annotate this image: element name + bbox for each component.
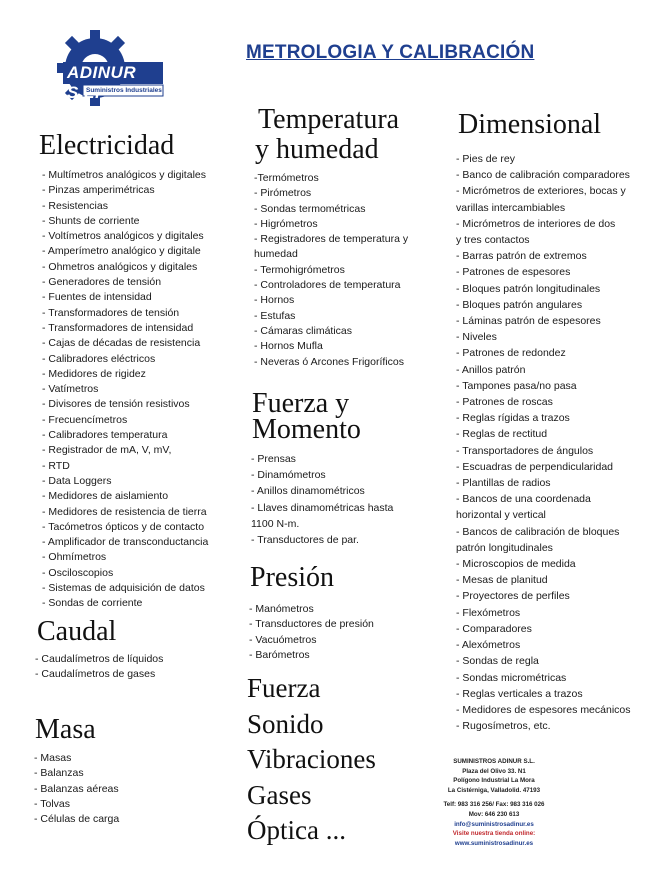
list-item: - Transformadores de tensión: [42, 306, 180, 319]
list-item: - Barómetros: [249, 648, 310, 661]
list-item: y tres contactos: [456, 234, 530, 247]
list-item: - Resistencias: [42, 199, 108, 212]
heading-temperatura: Temperatura: [258, 104, 400, 135]
list-item: - Tolvas: [34, 797, 70, 810]
list-item: - Células de carga: [34, 813, 120, 826]
heading-presion: Presión: [250, 562, 334, 593]
list-item: - Sondas micrométricas: [456, 671, 567, 684]
list-item: -Termómetros: [254, 172, 319, 184]
list-item: varillas intercambiables: [456, 201, 566, 214]
list-caudal: [35, 652, 163, 683]
logo-tagline: Suministros Industriales: [86, 87, 162, 94]
list-item: - Pies de rey: [456, 153, 515, 165]
list-item: - Anillos dinamométricos: [251, 485, 365, 498]
list-item: - Divisores de tensión resistivos: [42, 398, 190, 411]
list-masa: [34, 751, 119, 827]
contact-mobile: Mov: 646 230 613: [468, 810, 520, 818]
list-item: - Transductores de presión: [249, 618, 374, 631]
list-item: horizontal y vertical: [456, 509, 546, 522]
list-item: - Osciloscopios: [42, 566, 114, 579]
list-item: - Medidores de resistencia de tierra: [42, 505, 207, 518]
list-presion: [249, 602, 374, 663]
list-item: - Transportadores de ángulos: [456, 444, 594, 457]
heading-electricidad: Electricidad: [39, 130, 175, 161]
heading-caudal: Caudal: [37, 616, 117, 647]
list-item: - Registradores de temperatura y: [254, 233, 409, 246]
category-fuerza: Fuerza: [247, 673, 321, 703]
list-item: - Shunts de corriente: [42, 214, 140, 227]
contact-email[interactable]: info@suministrosadinur.es: [454, 820, 534, 828]
list-item: - RTD: [42, 459, 70, 472]
list-item: - Micrómetros de exteriores, bocas y: [456, 185, 626, 198]
list-item: - Bloques patrón longitudinales: [456, 282, 601, 295]
list-item: - Comparadores: [456, 622, 532, 635]
list-item: - Reglas de rectitud: [456, 428, 548, 441]
category-sonido: Sonido: [247, 708, 324, 739]
list-item: - Amperímetro analógico y digitale: [42, 245, 201, 258]
contact-store-label: Visite nuestra tienda online:: [452, 830, 536, 838]
extra-categories: [247, 671, 376, 849]
contact-phone: Telf: 983 316 256/ Fax: 983 316 026: [443, 801, 545, 809]
list-item: - Termohigrómetros: [254, 263, 345, 276]
list-item: - Alexómetros: [456, 639, 521, 652]
list-item: - Niveles: [456, 331, 497, 344]
list-item: - Caudalímetros de líquidos: [35, 653, 164, 665]
list-item: - Data Loggers: [42, 474, 112, 487]
list-item: - Láminas patrón de espesores: [456, 315, 601, 328]
list-item: - Controladores de temperatura: [254, 279, 401, 292]
list-item: - Amplificador de transconductancia: [42, 536, 209, 549]
list-item: - Balanzas aéreas: [34, 782, 119, 795]
list-item: - Vacuómetros: [249, 633, 317, 646]
heading-masa: Masa: [35, 714, 96, 745]
list-item: - Micrómetros de interiores de dos: [456, 217, 616, 230]
list-item: - Sondas termométricas: [254, 202, 366, 215]
contact-address-3: La Cistérniga, Valladolid. 47193: [447, 786, 541, 794]
list-dimensional: [456, 151, 631, 734]
page-title: METROLOGIA Y CALIBRACIÓN: [246, 42, 535, 63]
list-item: - Bloques patrón angulares: [456, 298, 583, 311]
list-item: - Ohmetros analógicos y digitales: [42, 260, 198, 273]
list-item: - Medidores de aislamiento: [42, 490, 169, 503]
heading-momento: Momento: [252, 414, 361, 445]
list-item: - Registrador de mA, V, mV,: [42, 444, 172, 457]
list-item: - Patrones de redondez: [456, 347, 566, 360]
list-item: - Plantillas de radios: [456, 477, 551, 490]
list-item: - Cámaras climáticas: [254, 324, 353, 337]
list-item: - Reglas rígidas a trazos: [456, 412, 570, 425]
list-item: - Llaves dinamométricas hasta: [251, 501, 394, 514]
list-item: - Generadores de tensión: [42, 276, 162, 289]
list-item: - Multímetros analógicos y digitales: [42, 169, 206, 181]
heading-dimensional: Dimensional: [458, 109, 602, 140]
list-item: - Frecuencímetros: [42, 413, 128, 426]
category-vibraciones: Vibraciones: [247, 744, 376, 774]
list-item: - Manómetros: [249, 603, 314, 615]
list-item: patrón longitudinales: [456, 541, 553, 554]
list-item: - Pirómetros: [254, 187, 312, 200]
list-item: - Hornos: [254, 294, 295, 307]
list-item: - Proyectores de perfiles: [456, 590, 570, 603]
list-temperatura: [254, 171, 408, 370]
list-item: - Microscopios de medida: [456, 558, 576, 571]
list-item: - Transductores de par.: [251, 534, 359, 547]
company-logo: [55, 28, 165, 110]
contact-address-1: Plaza del Olivo 33. N1: [462, 767, 526, 775]
list-item: - Transformadores de intensidad: [42, 321, 194, 334]
list-item: - Sondas de corriente: [42, 597, 143, 610]
list-item: - Tacómetros ópticos y de contacto: [42, 520, 205, 533]
list-item: - Sistemas de adquisición de datos: [42, 582, 205, 595]
list-item: - Higrómetros: [254, 217, 318, 230]
list-item: - Voltímetros analógicos y digitales: [42, 230, 204, 243]
list-item: - Patrones de roscas: [456, 396, 553, 409]
list-item: - Flexómetros: [456, 606, 521, 619]
list-item: - Reglas verticales a trazos: [456, 687, 583, 700]
list-item: - Patrones de espesores: [456, 266, 571, 279]
list-item: - Calibradores temperatura: [42, 429, 168, 442]
list-item: - Vatímetros: [42, 383, 99, 396]
list-item: humedad: [254, 248, 298, 261]
heading-humedad: y humedad: [255, 134, 379, 165]
list-item: - Sondas de regla: [456, 655, 539, 668]
list-item: - Ohmímetros: [42, 551, 107, 564]
list-item: - Bancos de calibración de bloques: [456, 525, 620, 538]
list-item: - Calibradores eléctricos: [42, 352, 156, 365]
list-item: - Mesas de planitud: [456, 574, 548, 587]
list-item: - Banco de calibración comparadores: [456, 169, 630, 182]
category-optica: Óptica ...: [247, 815, 346, 845]
heading-fuerza-y: Fuerza y: [252, 388, 350, 419]
list-item: - Barras patrón de extremos: [456, 250, 587, 263]
contact-block: [432, 757, 556, 848]
list-item: - Masas: [34, 752, 72, 764]
contact-address-2: Polígono Industrial La Mora: [453, 777, 535, 785]
list-item: - Escuadras de perpendicularidad: [456, 460, 614, 473]
list-electricidad: [42, 168, 208, 612]
list-item: - Prensas: [251, 453, 296, 465]
list-item: - Balanzas: [34, 767, 84, 780]
logo-brand: ADINUR S.L.: [67, 63, 137, 102]
contact-company: SUMINISTROS ADINUR S.L.: [453, 758, 535, 765]
list-item: - Fuentes de intensidad: [42, 291, 152, 304]
list-item: - Bancos de una coordenada: [456, 493, 591, 506]
list-item: - Hornos Mufla: [254, 340, 323, 353]
list-item: - Pinzas amperimétricas: [42, 184, 155, 197]
list-item: - Cajas de décadas de resistencia: [42, 337, 201, 350]
list-item: - Caudalímetros de gases: [35, 668, 156, 681]
list-fuerza-momento: [251, 451, 393, 548]
list-item: - Neveras ó Arcones Frigoríficos: [254, 355, 404, 368]
list-item: - Medidores de rigidez: [42, 367, 146, 380]
list-item: - Dinamómetros: [251, 469, 326, 482]
list-item: - Medidores de espesores mecánicos: [456, 703, 631, 716]
category-gases: Gases: [247, 779, 312, 810]
list-item: - Anillos patrón: [456, 363, 526, 376]
list-item: - Rugosímetros, etc.: [456, 720, 551, 733]
list-item: - Estufas: [254, 309, 296, 322]
list-item: 1100 N-m.: [251, 517, 300, 530]
contact-website[interactable]: www.suministrosadinur.es: [454, 839, 534, 847]
list-item: - Tampones pasa/no pasa: [456, 379, 577, 392]
